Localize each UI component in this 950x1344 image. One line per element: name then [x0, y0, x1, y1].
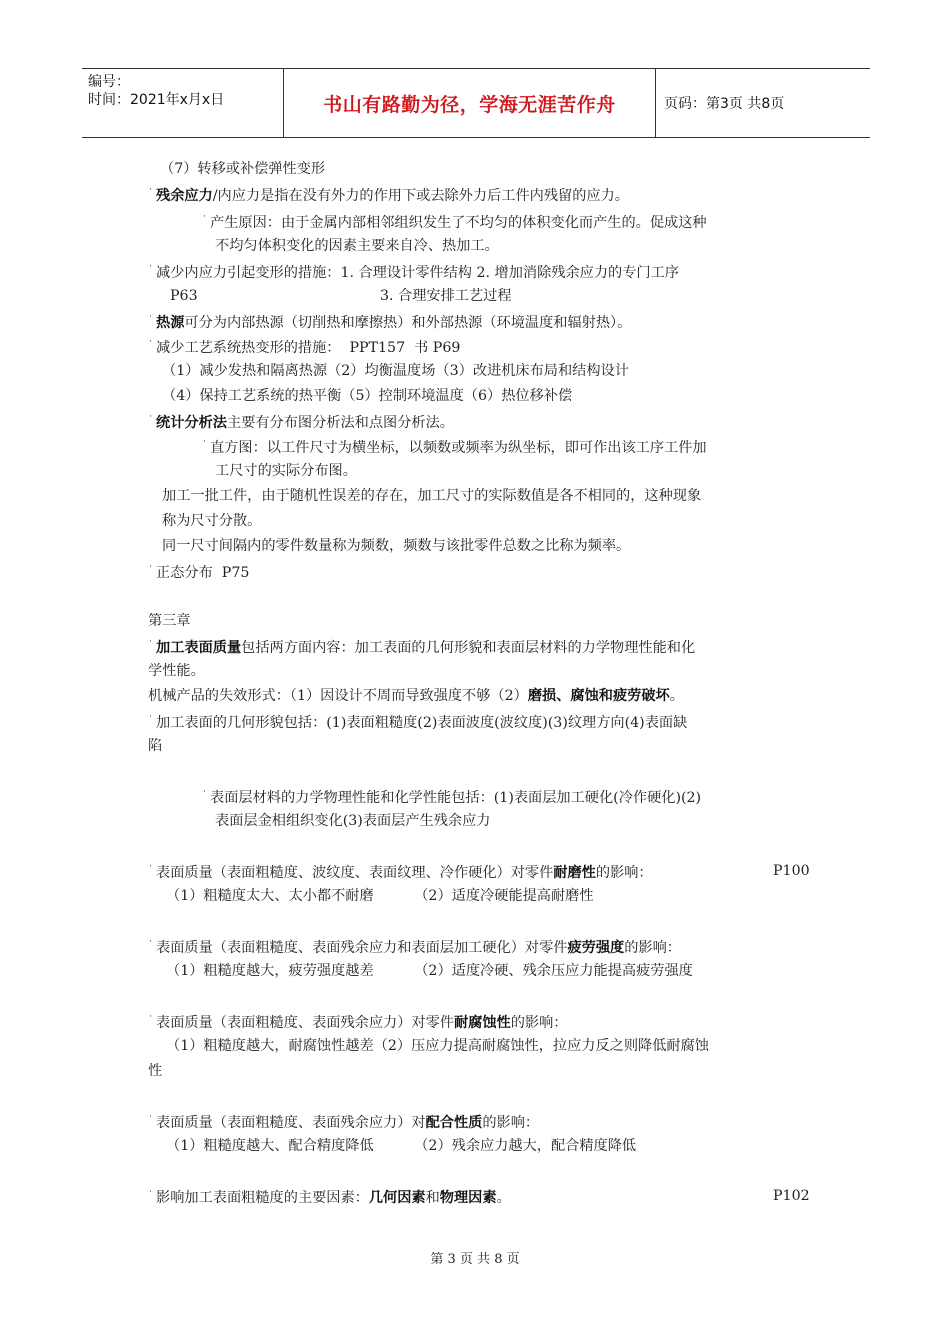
text-span: 表面质量（表面粗糙度、表面残余应力和表面层加工硬化）对零件 — [156, 940, 568, 956]
bold-term: 耐磨性 — [553, 865, 596, 881]
bullet-icon: ˙ — [148, 715, 153, 726]
bullet-icon: ˙ — [202, 790, 207, 801]
text-line: 加工一批工件，由于随机性误差的存在，加工尺寸的实际数值是各不相同的，这种现象 — [162, 488, 702, 504]
text-line: P63 — [170, 288, 198, 304]
text-line: （1）减少发热和隔离热源（2）均衡温度场（3）改进机床布局和结构设计 — [162, 363, 629, 379]
text-span: 正态分布 P75 — [156, 565, 250, 581]
text-line — [148, 561, 249, 583]
text-span: 表面质量（表面粗糙度、表面残余应力）对零件 — [156, 1015, 454, 1031]
text-line: （1）粗糙度越大，疲劳强度越差 （2）适度冷硬、残余压应力能提高疲劳强度 — [166, 963, 693, 979]
text-span: 。 — [496, 1190, 511, 1206]
text-line: （1）粗糙度越大、配合精度降低 （2）残余应力越大，配合精度降低 — [166, 1138, 637, 1154]
bullet-icon: ˙ — [148, 340, 153, 351]
bullet-icon: ˙ — [148, 315, 153, 326]
bold-term: 加工表面质量 — [156, 640, 242, 656]
text-line — [148, 1011, 567, 1033]
bullet-icon: ˙ — [148, 640, 153, 651]
time-label: 时间：2021年x月x日 — [88, 92, 225, 108]
bullet-icon: ˙ — [202, 440, 207, 451]
text-span: 可分为内部热源（切削热和摩擦热）和外部热源（环境温度和辐射热）。 — [184, 315, 632, 331]
bold-term: 热源 — [156, 315, 185, 331]
bold-term: 配合性质 — [425, 1115, 483, 1131]
text-line: 工尺寸的实际分布图。 — [215, 463, 357, 479]
text-line — [148, 861, 653, 883]
bold-term: 物理因素 — [439, 1190, 497, 1206]
text-line — [148, 1111, 539, 1133]
text-span: 的影响： — [595, 865, 653, 881]
chapter-heading: 第三章 — [148, 613, 191, 629]
text-span: 产生原因：由于金属内部相邻组织发生了不均匀的体积变化而产生的。促成这种 — [210, 215, 707, 231]
text-span: 加工表面的几何形貌包括：(1)表面粗糙度(2)表面波度(波纹度)(3)纹理方向(4)表面缺 — [156, 715, 688, 731]
text-line — [148, 184, 629, 206]
bullet-icon: ˙ — [148, 940, 153, 951]
text-line — [148, 311, 631, 333]
text-span: 直方图：以工件尺寸为横坐标，以频数或频率为纵坐标，即可作出该工序工件加 — [210, 440, 707, 456]
text-line: （1）粗糙度越大，耐腐蚀性越差（2）压应力提高耐腐蚀性，拉应力反之则降低耐腐蚀 — [166, 1038, 709, 1054]
text-span: 主要有分布图分析法和点图分析法。 — [226, 415, 454, 431]
page-footer: 第 3 页 共 8 页 — [430, 1252, 520, 1267]
text-span: /内应力是指在没有外力的作用下或去除外力后工件内残留的应力。 — [212, 188, 629, 204]
text-line: （4）保持工艺系统的热平衡（5）控制环境温度（6）热位移补偿 — [162, 388, 573, 404]
bullet-icon: ˙ — [148, 1115, 153, 1126]
page-ref: P102 — [773, 1188, 810, 1204]
text-line — [148, 336, 460, 358]
bold-term: 磨损、腐蚀和疲劳破坏 — [527, 688, 670, 704]
text-line — [148, 686, 684, 706]
text-span: 和 — [425, 1190, 440, 1206]
bold-term: 疲劳强度 — [567, 940, 625, 956]
text-line: 3. 合理安排工艺过程 — [380, 288, 512, 304]
text-span: 表面质量（表面粗糙度、表面残余应力）对 — [156, 1115, 426, 1131]
header-meta — [82, 69, 284, 137]
text-span: 表面层材料的力学物理性能和化学性能包括：(1)表面层加工硬化(冷作硬化)(2) — [210, 790, 702, 806]
text-line: 不均匀体积变化的因素主要来自冷、热加工。 — [215, 238, 499, 254]
text-span: 包括两方面内容：加工表面的几何形貌和表面层材料的力学物理性能和化 — [241, 640, 696, 656]
bullet-icon: ˙ — [148, 415, 153, 426]
text-line: 称为尺寸分散。 — [162, 513, 262, 529]
text-line — [202, 786, 701, 808]
page-ref: P100 — [773, 863, 810, 879]
text-line — [148, 1186, 511, 1208]
page-header — [82, 68, 870, 138]
text-span: 。 — [669, 688, 684, 704]
bullet-icon: ˙ — [148, 1190, 153, 1201]
bold-term: 残余应力 — [156, 188, 213, 204]
text-line: 表面层金相组织变化(3)表面层产生残余应力 — [215, 813, 491, 829]
text-line: 性 — [148, 1063, 163, 1079]
bullet-icon: ˙ — [148, 865, 153, 876]
text-line: 学性能。 — [148, 663, 205, 679]
bullet-icon: ˙ — [148, 1015, 153, 1026]
bold-term: 耐腐蚀性 — [453, 1015, 511, 1031]
bullet-icon: ˙ — [148, 188, 153, 199]
text-line — [148, 711, 687, 733]
text-line — [202, 211, 707, 233]
bold-term: 统计分析法 — [156, 415, 227, 431]
text-line — [148, 411, 454, 433]
text-span: 影响加工表面粗糙度的主要因素： — [156, 1190, 369, 1206]
text-line: 陷 — [148, 738, 163, 754]
header-page-info: 页码：第3页 共8页 — [664, 96, 785, 112]
bold-term: 几何因素 — [368, 1190, 426, 1206]
text-line — [148, 261, 679, 283]
text-span: 表面质量（表面粗糙度、波纹度、表面纹理、冷作硬化）对零件 — [156, 865, 554, 881]
bullet-icon: ˙ — [148, 265, 153, 276]
text-span: 机械产品的失效形式：（1）因设计不周而导致强度不够（2） — [148, 688, 528, 704]
text-line — [148, 936, 681, 958]
header-motto: 书山有路勤为径，学海无涯苦作舟 — [284, 69, 656, 137]
bullet-icon: ˙ — [202, 215, 207, 226]
number-label: 编号： — [88, 74, 130, 90]
text-span: 的影响： — [624, 940, 681, 956]
bullet-icon: ˙ — [148, 565, 153, 576]
text-line: （1）粗糙度太大、太小都不耐磨 （2）适度冷硬能提高耐磨性 — [166, 888, 594, 904]
text-line: （7）转移或补偿弹性变形 — [160, 161, 326, 177]
text-span: 的影响： — [510, 1015, 568, 1031]
text-span: 的影响： — [482, 1115, 540, 1131]
text-span: 减少内应力引起变形的措施：1. 合理设计零件结构 2. 增加消除残余应力的专门工序 — [156, 265, 679, 281]
text-line — [202, 436, 707, 458]
text-line: 同一尺寸间隔内的零件数量称为频数，频数与该批零件总数之比称为频率。 — [162, 538, 631, 554]
text-span: 减少工艺系统热变形的措施： PPT157 书 P69 — [156, 340, 461, 356]
text-line — [148, 636, 695, 658]
